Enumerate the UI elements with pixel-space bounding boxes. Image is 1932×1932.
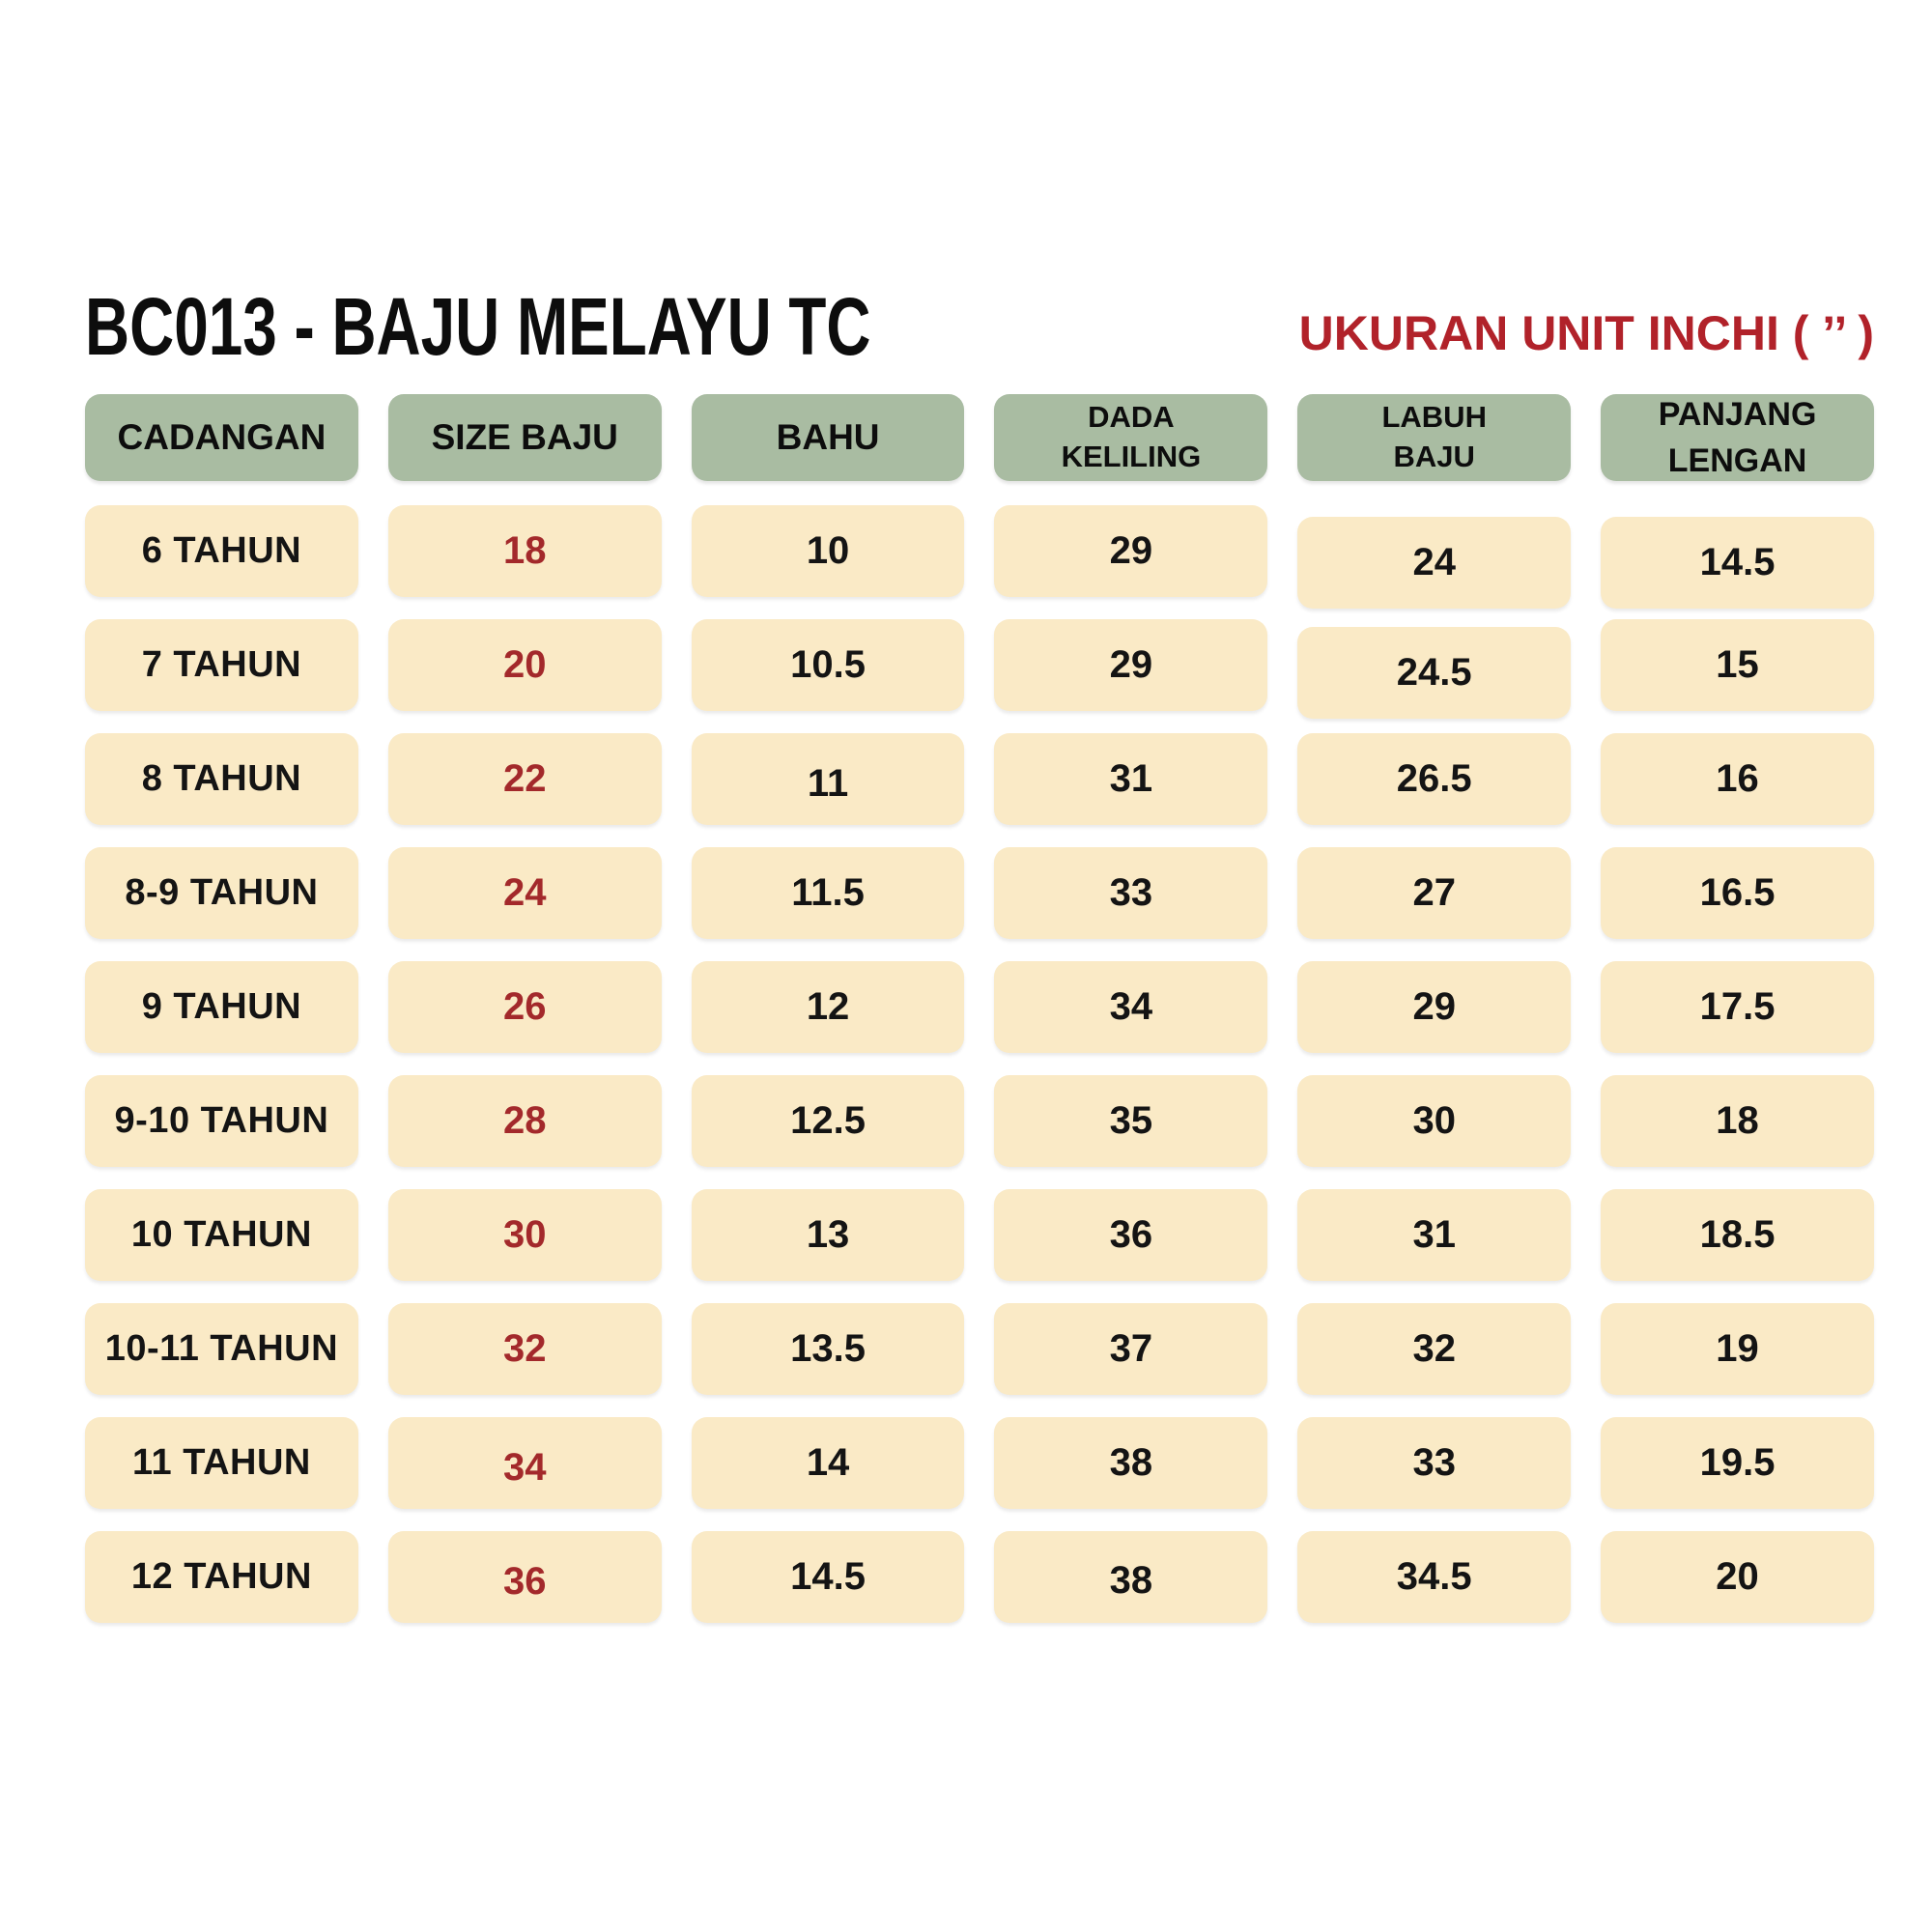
cell-size-baju: 34 <box>388 1417 662 1509</box>
unit-note: UKURAN UNIT INCHI ( ’’ ) <box>1298 306 1874 360</box>
cell-panjang-lengan: 18 <box>1601 1075 1874 1167</box>
cell-dada-keliling: 29 <box>994 619 1267 711</box>
cell-labuh-baju: 32 <box>1297 1303 1571 1395</box>
table-row <box>85 733 1874 825</box>
cell-size-baju: 20 <box>388 619 662 711</box>
cell-bahu: 14 <box>692 1417 965 1509</box>
cell-dada-keliling: 38 <box>994 1531 1267 1623</box>
cell-labuh-baju: 27 <box>1297 847 1571 939</box>
size-table <box>85 394 1874 1623</box>
table-row <box>85 1303 1874 1395</box>
cell-size-baju: 24 <box>388 847 662 939</box>
cell-dada-keliling: 29 <box>994 505 1267 597</box>
cell-bahu: 11 <box>692 733 965 825</box>
cell-dada-keliling: 33 <box>994 847 1267 939</box>
cell-bahu: 12 <box>692 961 965 1053</box>
table-row <box>85 1531 1874 1623</box>
cell-cadangan: 7 TAHUN <box>85 619 358 711</box>
cell-bahu: 13 <box>692 1189 965 1281</box>
table-row <box>85 505 1874 597</box>
cell-cadangan: 6 TAHUN <box>85 505 358 597</box>
table-row <box>85 619 1874 711</box>
cell-labuh-baju: 30 <box>1297 1075 1571 1167</box>
cell-dada-keliling: 36 <box>994 1189 1267 1281</box>
cell-dada-keliling: 35 <box>994 1075 1267 1167</box>
cell-dada-keliling: 31 <box>994 733 1267 825</box>
cell-bahu: 12.5 <box>692 1075 965 1167</box>
cell-panjang-lengan: 16 <box>1601 733 1874 825</box>
column-header-panjang-lengan: PANJANG LENGAN <box>1601 394 1874 481</box>
cell-labuh-baju: 24.5 <box>1297 627 1571 719</box>
cell-panjang-lengan: 17.5 <box>1601 961 1874 1053</box>
cell-panjang-lengan: 19 <box>1601 1303 1874 1395</box>
cell-bahu: 10 <box>692 505 965 597</box>
cell-cadangan: 12 TAHUN <box>85 1531 358 1623</box>
column-header-size-baju: SIZE BAJU <box>388 394 662 481</box>
table-row <box>85 1189 1874 1281</box>
cell-cadangan: 8 TAHUN <box>85 733 358 825</box>
cell-size-baju: 22 <box>388 733 662 825</box>
column-header-bahu: BAHU <box>692 394 965 481</box>
column-header-dada-keliling: DADA KELILING <box>994 394 1267 481</box>
cell-cadangan: 10 TAHUN <box>85 1189 358 1281</box>
cell-panjang-lengan: 16.5 <box>1601 847 1874 939</box>
table-row <box>85 1075 1874 1167</box>
title-bar <box>85 0 1874 372</box>
table-row <box>85 961 1874 1053</box>
cell-bahu: 13.5 <box>692 1303 965 1395</box>
cell-size-baju: 36 <box>388 1531 662 1623</box>
cell-panjang-lengan: 19.5 <box>1601 1417 1874 1509</box>
cell-size-baju: 18 <box>388 505 662 597</box>
column-header-labuh-baju: LABUH BAJU <box>1297 394 1571 481</box>
cell-bahu: 14.5 <box>692 1531 965 1623</box>
cell-labuh-baju: 29 <box>1297 961 1571 1053</box>
page-title: BC013 - BAJU MELAYU TC <box>85 281 871 372</box>
cell-cadangan: 9 TAHUN <box>85 961 358 1053</box>
cell-labuh-baju: 24 <box>1297 517 1571 609</box>
cell-labuh-baju: 34.5 <box>1297 1531 1571 1623</box>
table-row <box>85 847 1874 939</box>
column-header-cadangan: CADANGAN <box>85 394 358 481</box>
cell-cadangan: 11 TAHUN <box>85 1417 358 1509</box>
cell-dada-keliling: 38 <box>994 1417 1267 1509</box>
cell-size-baju: 26 <box>388 961 662 1053</box>
cell-panjang-lengan: 20 <box>1601 1531 1874 1623</box>
cell-panjang-lengan: 14.5 <box>1601 517 1874 609</box>
cell-panjang-lengan: 15 <box>1601 619 1874 711</box>
cell-bahu: 11.5 <box>692 847 965 939</box>
cell-size-baju: 28 <box>388 1075 662 1167</box>
cell-panjang-lengan: 18.5 <box>1601 1189 1874 1281</box>
cell-cadangan: 10-11 TAHUN <box>85 1303 358 1395</box>
table-body <box>85 505 1874 1623</box>
cell-labuh-baju: 31 <box>1297 1189 1571 1281</box>
table-row <box>85 1417 1874 1509</box>
cell-labuh-baju: 26.5 <box>1297 733 1571 825</box>
cell-size-baju: 30 <box>388 1189 662 1281</box>
cell-bahu: 10.5 <box>692 619 965 711</box>
cell-labuh-baju: 33 <box>1297 1417 1571 1509</box>
cell-dada-keliling: 34 <box>994 961 1267 1053</box>
cell-dada-keliling: 37 <box>994 1303 1267 1395</box>
cell-size-baju: 32 <box>388 1303 662 1395</box>
cell-cadangan: 9-10 TAHUN <box>85 1075 358 1167</box>
table-header-row <box>85 394 1874 481</box>
cell-cadangan: 8-9 TAHUN <box>85 847 358 939</box>
